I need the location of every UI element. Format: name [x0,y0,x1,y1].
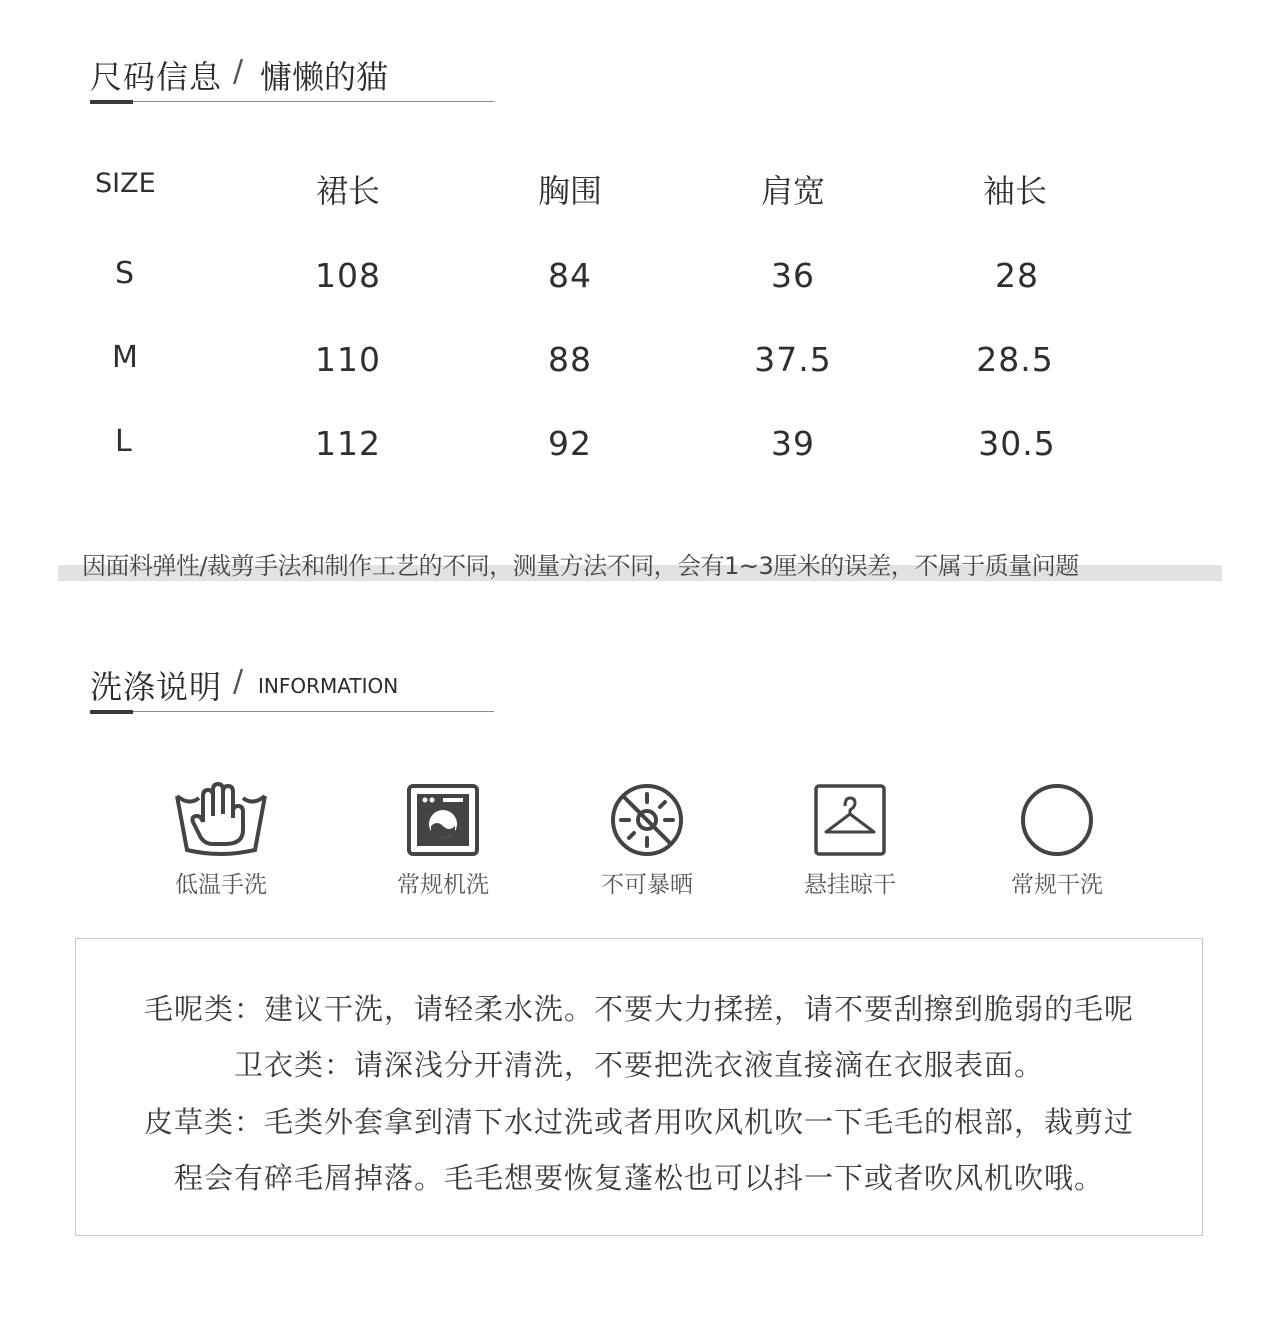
row-shoulder: 39 [771,424,815,463]
table-header-bust: 胸围 [537,172,602,210]
row-skirt-length: 110 [315,340,381,379]
machine-wash-icon [405,782,481,858]
row-shoulder: 37.5 [754,340,832,379]
care-label: 常规干洗 [1011,872,1103,898]
wash-section-subtitle: INFORMATION [258,674,399,698]
care-text-line: 卫衣类：请深浅分开清洗，不要把洗衣液直接滴在衣服表面。 [233,1048,1044,1082]
row-bust: 88 [548,340,592,379]
row-bust: 92 [548,424,592,463]
care-text-line: 毛呢类：建议干洗，请轻柔水洗。不要大力揉搓，请不要刮擦到脆弱的毛呢 [143,992,1134,1026]
care-label: 低温手洗 [175,872,267,898]
wash-section-header [90,662,494,712]
row-bust: 84 [548,256,592,295]
table-header-skirt-length: 裙长 [315,172,380,210]
row-shoulder: 36 [771,256,815,295]
hand-wash-icon [173,782,269,858]
header-accent-bar [90,100,133,104]
care-instructions-box [75,938,1203,1236]
header-accent-bar [90,710,133,714]
size-section-title: 尺码信息 [90,58,223,96]
size-section-subtitle: 慵懒的猫 [260,58,389,96]
no-sun-dry-icon [609,782,685,858]
care-label: 悬挂晾干 [804,872,896,898]
size-section-header [90,52,494,102]
row-size: M [112,340,138,375]
care-item-no-sun [557,782,737,898]
care-item-hang-dry [760,782,940,898]
care-item-dry-clean [967,782,1147,898]
table-header-sleeve: 袖长 [982,172,1047,210]
row-size: L [115,424,132,459]
header-divider [90,711,494,712]
row-sleeve: 28 [995,256,1039,295]
care-text-line: 程会有碎毛屑掉落。毛毛想要恢复蓬松也可以抖一下或者吹风机吹哦。 [173,1161,1104,1195]
row-sleeve: 28.5 [976,340,1054,379]
row-skirt-length: 108 [315,256,381,295]
care-label: 不可暴晒 [601,872,693,898]
header-slash: / [233,664,244,699]
care-item-machine-wash [353,782,533,898]
row-size: S [115,256,135,291]
dry-clean-icon [1019,782,1095,858]
care-text-line: 皮草类：毛类外套拿到清下水过洗或者用吹风机吹一下毛毛的根部，裁剪过 [143,1105,1134,1139]
table-header-shoulder: 肩宽 [760,172,825,210]
header-divider [90,101,494,102]
hang-dry-icon [812,782,888,858]
size-disclaimer: 因面料弹性/裁剪手法和制作工艺的不同，测量方法不同，会有1~3厘米的误差，不属于质量问题 [82,552,1079,580]
care-label: 常规机洗 [397,872,489,898]
header-slash: / [233,54,244,89]
row-skirt-length: 112 [315,424,381,463]
wash-section-title: 洗涤说明 [90,668,223,706]
table-header-size: SIZE [95,168,156,199]
care-item-hand-wash [131,782,311,898]
row-sleeve: 30.5 [978,424,1056,463]
